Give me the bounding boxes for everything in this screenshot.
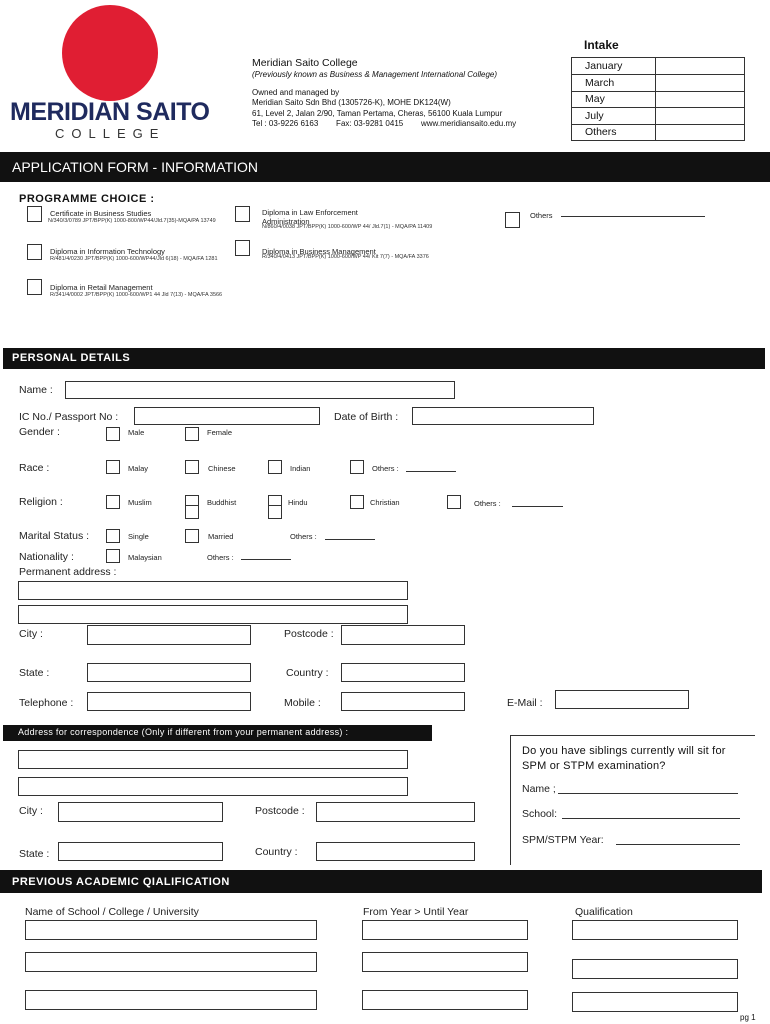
programme-code-dbm: R/340/4/0413 JPT/BPP(K) 1000-600/WP 44/ Kit 7(7) - MQA/FA 3376 — [262, 254, 429, 260]
marital-others-label: Others : — [290, 532, 317, 541]
gender-female-label: Female — [207, 428, 233, 437]
corr-postcode-field[interactable] — [316, 802, 475, 822]
intake-july: July — [585, 110, 604, 122]
academic-heading: PREVIOUS ACADEMIC QIALIFICATION — [12, 876, 230, 888]
academic-qualification-2[interactable] — [572, 959, 738, 979]
corr-state-field[interactable] — [58, 842, 223, 861]
programme-checkbox-cbs[interactable] — [27, 206, 42, 222]
programme-name-drm: Diploma in Retail Management — [50, 283, 153, 292]
correspondence-bar — [3, 725, 432, 741]
state-label: State : — [19, 667, 50, 679]
correspondence-address-line1[interactable] — [18, 750, 408, 769]
religion-others-line[interactable] — [512, 506, 563, 507]
nationality-malaysian-checkbox[interactable] — [106, 549, 120, 563]
academic-school-2[interactable] — [25, 952, 317, 972]
programme-checkbox-dbm[interactable] — [235, 240, 250, 256]
nationality-malaysian-label: Malaysian — [128, 553, 162, 562]
correspondence-heading: Address for correspondence (Only if different from your permanent address) : — [18, 727, 349, 737]
previously-known: (Previously known as Business & Management International College) — [252, 70, 498, 79]
permanent-address-label: Permanent address : — [19, 566, 117, 578]
postcode-field[interactable] — [341, 625, 465, 645]
programme-name-dit: Diploma in Information Technology — [50, 247, 165, 256]
siblings-year-label: SPM/STPM Year: — [522, 834, 604, 846]
programme-code-drm: R/341/4/0002 JPT/BPP(K) 1000-600/WP1 44 Jld 7(13) - MQA/FA 3566 — [50, 292, 223, 298]
programme-name-dbm: Diploma in Business Management — [262, 247, 376, 256]
corr-city-field[interactable] — [58, 802, 223, 822]
race-indian-checkbox[interactable] — [268, 460, 282, 474]
corr-country-label: Country : — [255, 846, 298, 858]
marital-married-label: Married — [208, 532, 234, 541]
company-info: Meridian Saito Sdn Bhd (1305726-K), MOHE DK124(W) — [252, 98, 451, 107]
programme-code-cbs: N/340/3/0789 JPT/BPP(K) 1000-800/WP44/Jld.7(35)-MQA/PA 13749 — [48, 218, 216, 224]
owned-by: Owned and managed by — [252, 88, 340, 97]
college-address: 61, Level 2, Jalan 2/90, Taman Pertama, Cheras, 56100 Kuala Lumpur — [252, 109, 503, 118]
academic-col-year: From Year > Until Year — [363, 906, 469, 918]
academic-qualification-1[interactable] — [572, 920, 738, 940]
page-number: pg 1 — [740, 1013, 756, 1022]
nationality-others-line[interactable] — [241, 559, 291, 560]
programme-name-cbs: Certificate in Business Studies — [50, 209, 152, 218]
form-title: APPLICATION FORM - INFORMATION — [12, 159, 259, 175]
gender-male-checkbox[interactable] — [106, 427, 120, 441]
siblings-panel — [510, 735, 755, 865]
academic-year-3[interactable] — [362, 990, 528, 1010]
academic-school-1[interactable] — [25, 920, 317, 940]
intake-table — [571, 57, 745, 141]
siblings-year-line[interactable] — [616, 844, 740, 845]
religion-muslim-label: Muslim — [128, 498, 152, 507]
race-others-checkbox[interactable] — [350, 460, 364, 474]
religion-christian-label: Christian — [370, 498, 400, 507]
siblings-name-label: Name ; — [522, 783, 556, 795]
mobile-field[interactable] — [341, 692, 465, 711]
permanent-address-line1[interactable] — [18, 581, 408, 600]
college-name: Meridian Saito College — [252, 57, 358, 69]
corr-state-label: State : — [19, 848, 50, 860]
programme-others-line[interactable] — [561, 216, 705, 217]
gender-label: Gender : — [19, 426, 60, 438]
form-title-bar — [0, 152, 770, 182]
religion-christian-checkbox[interactable] — [350, 495, 364, 509]
race-malay-checkbox[interactable] — [106, 460, 120, 474]
race-chinese-label: Chinese — [208, 464, 236, 473]
race-others-label: Others : — [372, 464, 399, 473]
nationality-others-label: Others : — [207, 553, 234, 562]
programme-checkbox-dlea[interactable] — [235, 206, 250, 222]
dob-field[interactable] — [412, 407, 594, 425]
religion-hindu-label: Hindu — [288, 498, 308, 507]
academic-year-2[interactable] — [362, 952, 528, 972]
country-label: Country : — [286, 667, 329, 679]
academic-year-1[interactable] — [362, 920, 528, 940]
programme-checkbox-dit[interactable] — [27, 244, 42, 260]
name-field[interactable] — [65, 381, 455, 399]
race-label: Race : — [19, 462, 50, 474]
religion-buddhist-label: Buddhist — [207, 498, 237, 507]
religion-others-label: Others : — [474, 499, 501, 508]
programme-name-dlea: Diploma in Law Enforcement Administration — [262, 208, 358, 226]
telephone-field[interactable] — [87, 692, 251, 711]
religion-label: Religion : — [19, 496, 63, 508]
programme-heading: PROGRAMME CHOICE : — [19, 193, 155, 205]
intake-others: Others — [585, 126, 617, 138]
siblings-school-label: School: — [522, 808, 558, 820]
city-label: City : — [19, 628, 43, 640]
intake-title: Intake — [584, 38, 619, 52]
programme-checkbox-drm[interactable] — [27, 279, 42, 295]
race-malay-label: Malay — [128, 464, 149, 473]
state-field[interactable] — [87, 663, 251, 682]
marital-label: Marital Status : — [19, 530, 90, 542]
siblings-question: Do you have siblings currently will sit for SPM or STPM examination? — [522, 745, 726, 772]
marital-others-line[interactable] — [325, 539, 375, 540]
religion-buddhist-checkbox-2[interactable] — [185, 505, 199, 519]
city-field[interactable] — [87, 625, 251, 645]
gender-female-checkbox[interactable] — [185, 427, 199, 441]
academic-col-qualification: Qualification — [575, 906, 633, 918]
logo-circle — [62, 5, 158, 101]
religion-others-checkbox[interactable] — [447, 495, 461, 509]
intake-may: May — [585, 93, 605, 105]
religion-hindu-checkbox-2[interactable] — [268, 505, 282, 519]
personal-details-heading: PERSONAL DETAILS — [12, 352, 131, 364]
logo-wordmark: MERIDIAN SAITO — [10, 98, 210, 126]
email-field[interactable] — [555, 690, 689, 709]
marital-married-checkbox[interactable] — [185, 529, 199, 543]
permanent-address-line2[interactable] — [18, 605, 408, 624]
logo-subtitle: COLLEGE — [55, 126, 166, 141]
contact-info: Tel : 03-9226 6163 Fax: 03-9281 0415 www.meridiansaito.edu.my — [252, 119, 517, 128]
programme-code-dit: R/481/4/0230 JPT/BPP(K) 1000-600/WP44/Jld 6(18) - MQA/FA 1281 — [50, 256, 218, 262]
correspondence-address-line2[interactable] — [18, 777, 408, 796]
dob-label: Date of Birth : — [334, 411, 399, 423]
academic-bar — [0, 870, 762, 893]
programme-others-label: Others — [530, 211, 553, 220]
corr-postcode-label: Postcode : — [255, 805, 305, 817]
email-label: E-Mail : — [507, 697, 543, 709]
ic-field[interactable] — [134, 407, 320, 425]
ic-label: IC No./ Passport No : — [19, 411, 119, 423]
corr-country-field[interactable] — [316, 842, 475, 861]
intake-january: January — [585, 60, 623, 72]
siblings-name-line[interactable] — [558, 793, 738, 794]
programme-code-dlea: N/860/4/0038 JPT/BPP(K) 1000-600/WP 44/ Jld.7(1) - MQA/PA 11409 — [262, 224, 433, 230]
marital-single-checkbox[interactable] — [106, 529, 120, 543]
gender-male-label: Male — [128, 428, 145, 437]
programme-checkbox-others[interactable] — [505, 212, 520, 228]
marital-single-label: Single — [128, 532, 149, 541]
nationality-label: Nationality : — [19, 551, 74, 563]
intake-march: March — [585, 77, 615, 89]
country-field[interactable] — [341, 663, 465, 682]
race-others-line[interactable] — [406, 471, 456, 472]
personal-details-bar — [3, 348, 765, 369]
race-chinese-checkbox[interactable] — [185, 460, 199, 474]
name-label: Name : — [19, 384, 53, 396]
corr-city-label: City : — [19, 805, 43, 817]
academic-school-3[interactable] — [25, 990, 317, 1010]
academic-col-school: Name of School / College / University — [25, 906, 199, 918]
siblings-school-line[interactable] — [562, 818, 740, 819]
race-indian-label: Indian — [290, 464, 311, 473]
religion-muslim-checkbox[interactable] — [106, 495, 120, 509]
academic-qualification-3[interactable] — [572, 992, 738, 1012]
mobile-label: Mobile : — [284, 697, 321, 709]
telephone-label: Telephone : — [19, 697, 74, 709]
postcode-label: Postcode : — [284, 628, 334, 640]
